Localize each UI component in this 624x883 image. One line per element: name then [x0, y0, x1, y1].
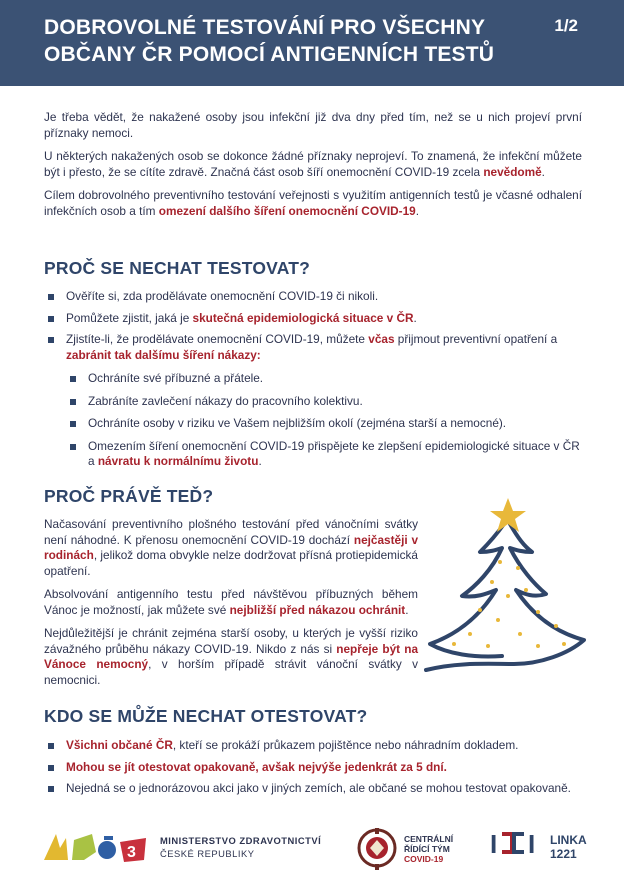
christmas-tree-icon: [418, 494, 598, 682]
list-item: [44, 738, 584, 754]
why-test-sublist: [66, 371, 584, 470]
why-now-paragraph-1: [44, 517, 418, 579]
why-now-p3-highlight: nepřeje být na Vánoce nemocný: [44, 641, 418, 671]
list-item-text: Zjistíte-li, že prodělávate onemocnění COVID-19, můžete: [66, 332, 369, 346]
intro-p2-highlight: nevědomě: [483, 164, 542, 179]
bullet-square-icon: [48, 743, 54, 749]
why-now-p2-text: Absolvování antigenního testu před návštěvou příbuzných během Vánoc je možností, jak můžete své: [44, 587, 418, 617]
intro-section: [44, 110, 582, 227]
why-now-paragraph-3: [44, 626, 418, 688]
crt-line2: ŘÍDÍCÍ TÝM: [404, 844, 450, 854]
svg-text:3: 3: [127, 844, 136, 861]
why-now-paragraph-2: [44, 587, 418, 618]
sublist-item: [66, 439, 584, 470]
why-now-p3-end: , v horším případě strávit vánoční svátky v nemocnici.: [44, 657, 419, 687]
list-item: [44, 332, 584, 470]
who-list: [44, 738, 584, 803]
sublist-item-text: Omezením šíření onemocnění COVID-19 přispějete ke zlepšení epidemiologické situace v ČR a: [88, 438, 580, 468]
why-now-p1-highlight: nejčastěji v rodinách: [44, 532, 418, 562]
linka-1221-logo-icon: [490, 826, 546, 860]
why-now-p2-end: .: [405, 602, 409, 617]
sublist-item-highlight: návratu k normálnímu životu: [97, 454, 259, 468]
why-test-list: [44, 289, 584, 477]
list-item-text: Ověříte si, zda prodělávate onemocnění COVID-19 či nikoli.: [66, 289, 379, 303]
intro-paragraph-3: [44, 188, 582, 219]
bullet-square-icon: [70, 444, 76, 450]
intro-p2-end: .: [541, 164, 545, 179]
list-item-text: Pomůžete zjistit, jaká je: [66, 310, 193, 325]
bullet-square-icon: [48, 786, 54, 792]
intro-p3-end: .: [415, 203, 419, 218]
page-title-line2: OBČANY ČR POMOCÍ ANTIGENNÍCH TESTŮ: [44, 43, 495, 66]
list-item-highlight: Všichni občané ČR: [66, 738, 173, 752]
list-item: [44, 289, 584, 305]
ministry-name: [160, 834, 321, 860]
section-title-why-now: PROČ PRÁVĚ TEĎ?: [44, 486, 214, 506]
sublist-item: [66, 371, 584, 387]
linka-label: [550, 833, 587, 861]
bullet-square-icon: [48, 337, 54, 343]
crt-line3: COVID-19: [404, 854, 444, 864]
list-item: [44, 311, 584, 327]
list-item: [44, 760, 584, 776]
list-item-highlight: skutečná epidemiologická situace v ČR: [192, 310, 414, 325]
intro-p3-highlight: omezení dalšího šíření onemocnění COVID-19: [158, 203, 416, 218]
bullet-square-icon: [48, 765, 54, 771]
star-icon: [490, 498, 526, 532]
header-banner: [0, 0, 624, 86]
footer: [0, 820, 624, 883]
why-now-p3-text: Nejdůležitější je chránit zejména starší osoby, u kterých je vyšší riziko závažného průběhu nákazy COVID-19. Nikdo z nás si: [44, 626, 418, 656]
sublist-item-end: .: [258, 454, 262, 468]
page-number: 1/2: [554, 16, 578, 35]
list-item-text: přijmout preventivní opatření a: [394, 332, 558, 346]
why-now-p1-text: Načasování preventivního plošného testování před vánočními svátky není náhodné. K přenosu onemocnění COVID-19 dochází: [44, 517, 418, 547]
bullet-square-icon: [48, 294, 54, 300]
intro-p3-text: Cílem dobrovolného preventivního testování veřejnosti s využitím antigenních testů je včasné odhalení infekčních osob a tím: [44, 188, 582, 218]
list-item: [44, 781, 584, 797]
list-item-highlight: Mohou se jít otestovat opakovaně, avšak nejvýše jedenkrát za 5 dní.: [66, 759, 447, 774]
page-title: [44, 14, 524, 68]
bullet-square-icon: [48, 316, 54, 322]
tree-ornament-stars: [452, 560, 566, 648]
intro-p2-text: U některých nakažených osob se dokonce žádné příznaky neprojeví. To znamená, že infekční můžete být i přesto, že se cítíte zdravě. Značná část osob šíří onemocnění COVID-19 zcela: [44, 149, 582, 179]
bullet-square-icon: [70, 376, 76, 382]
list-item-end: .: [413, 310, 417, 325]
svg-text:I: I: [490, 829, 498, 859]
ministry-line2: ČESKÉ REPUBLIKY: [160, 848, 255, 859]
why-now-section: [44, 517, 418, 696]
section-title-why-test: PROČ SE NECHAT TESTOVAT?: [44, 258, 311, 278]
sublist-item: [66, 416, 584, 432]
list-item-text: , kteří se prokáží průkazem pojištěnce nebo náhradním dokladem.: [172, 738, 519, 752]
crt-line1: CENTRÁLNÍ: [404, 834, 454, 844]
why-now-p1-end: , jelikož doma obvykle nelze dodržovat přísná protiepidemická opatření.: [44, 548, 418, 578]
intro-paragraph-1: Je třeba vědět, že nakažené osoby jsou infekční již dva dny před tím, než se u nich projeví první příznaky nemoci.: [44, 110, 582, 140]
intro-paragraph-2: [44, 149, 582, 180]
linka-line1: LINKA: [550, 833, 587, 847]
section-title-who: KDO SE MŮŽE NECHAT OTESTOVAT?: [44, 706, 368, 726]
svg-text:I: I: [528, 829, 536, 859]
list-item-highlight: zabránit tak dalšímu šíření nákazy:: [66, 347, 261, 362]
why-now-p2-highlight: nejbližší před nákazou ochránit: [229, 602, 406, 617]
list-item-text: Nejedná se o jednorázovou akci jako v jiných zemích, ale občané se mohou testovat opakovaně.: [66, 781, 571, 795]
linka-line2: 1221: [550, 847, 577, 861]
list-item-highlight: včas: [368, 332, 395, 346]
mzcr-logo-icon: [44, 830, 152, 864]
ministry-line1: MINISTERSTVO ZDRAVOTNICTVÍ: [160, 835, 322, 846]
crt-label: [404, 834, 453, 864]
bullet-square-icon: [70, 421, 76, 427]
page-title-line1: DOBROVOLNÉ TESTOVÁNÍ PRO VŠECHNY: [44, 16, 486, 39]
sublist-item-text: Ochráníte osoby v riziku ve Vašem nejbližším okolí (zejména starší a nemocné).: [88, 416, 507, 430]
sublist-item: [66, 394, 584, 410]
sublist-item-text: Zabráníte zavlečení nákazy do pracovního kolektivu.: [88, 393, 363, 408]
sublist-item-text: Ochráníte své příbuzné a přátele.: [88, 371, 264, 385]
bullet-square-icon: [70, 399, 76, 405]
crest-icon: [356, 826, 398, 872]
